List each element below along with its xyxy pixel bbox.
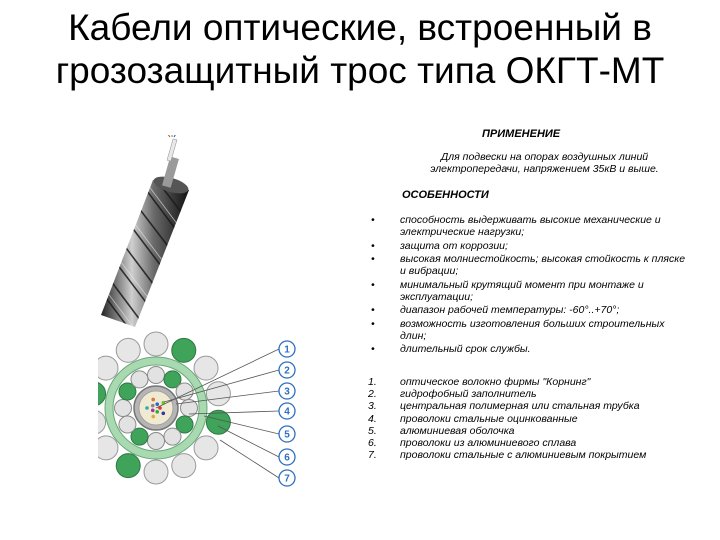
component-item: 5. алюминиевая оболочка (368, 424, 515, 437)
steel-wire (115, 400, 132, 417)
page-title: Кабели оптические, встроенный в грозозащитный трос типа ОКГТ-МТ (55, 7, 665, 91)
alloy-wire (98, 410, 106, 434)
alloy-wire (194, 356, 218, 380)
steel-wire (164, 428, 181, 445)
component-item: 6. проволоки из алюминиевого сплава (368, 437, 577, 450)
callout-number: 4 (284, 406, 290, 418)
steel-aluminum-wire (116, 454, 140, 478)
component-item: 3. центральная полимерная или стальная трубка (368, 400, 640, 413)
callout-line (220, 440, 279, 478)
component-item: 7. проволоки стальные с алюминиевым покрытием (368, 449, 647, 462)
optical-fiber (155, 402, 159, 406)
features-heading: ОСОБЕННОСТИ (402, 189, 489, 201)
alloy-wire (116, 338, 140, 362)
cable-cross-section (98, 328, 303, 493)
callout-line (218, 426, 279, 457)
callout-number: 5 (284, 429, 290, 441)
optical-fiber (155, 410, 159, 414)
alloy-wire (98, 436, 118, 460)
component-item: 2. гидрофобный заполнитель (368, 388, 537, 401)
application-heading: ПРИМЕНЕНИЕ (482, 128, 561, 140)
steel-aluminum-wire (98, 382, 106, 406)
optical-fiber (161, 411, 165, 415)
alloy-wire (144, 332, 168, 356)
callout-number: 1 (284, 344, 290, 356)
callout-number: 3 (284, 386, 290, 398)
component-item: 1. оптическое волокно фирмы "Корнинг" (368, 376, 591, 388)
components-list (368, 376, 698, 461)
callout-number: 6 (284, 452, 290, 464)
features-list (368, 214, 688, 357)
feature-item: • возможность изготовления больших строительных длин; (371, 317, 665, 342)
alloy-wire (98, 356, 118, 380)
feature-item: • способность выдерживать высокие механические и электрические нагрузки; (371, 214, 661, 238)
callout-number: 7 (284, 473, 290, 485)
callout-number: 2 (284, 365, 290, 377)
optical-fiber (151, 398, 155, 402)
optical-fiber (151, 415, 155, 419)
feature-item: • диапазон рабочей температуры: -60°..+70°; (371, 304, 620, 316)
cable-photo (95, 135, 235, 330)
component-item: 4. проволоки стальные оцинкованные (368, 412, 578, 425)
feature-item: • длительный срок службы. (371, 343, 531, 355)
alloy-wire (172, 454, 196, 478)
optical-fiber (151, 404, 155, 408)
feature-item: • защита от коррозии; (371, 239, 508, 252)
feature-item: • минимальный крутящий момент при монтаже и эксплуатации; (371, 278, 644, 303)
steel-wire (119, 416, 136, 433)
optical-fiber (151, 409, 155, 413)
alloy-wire (194, 436, 218, 460)
steel-aluminum-wire (172, 338, 196, 362)
steel-wire (148, 367, 165, 384)
optical-fiber (145, 406, 149, 410)
alloy-wire (206, 382, 230, 406)
steel-wire (131, 371, 148, 388)
application-text: Для подвески на опорах воздушных линий электропередачи, напряжением 35кВ и выше. (430, 151, 659, 175)
feature-item: • высокая молниестойкость; высокая стойкость к пляске и вибрации; (371, 253, 686, 277)
alloy-wire (144, 460, 168, 484)
steel-wire (148, 433, 165, 450)
